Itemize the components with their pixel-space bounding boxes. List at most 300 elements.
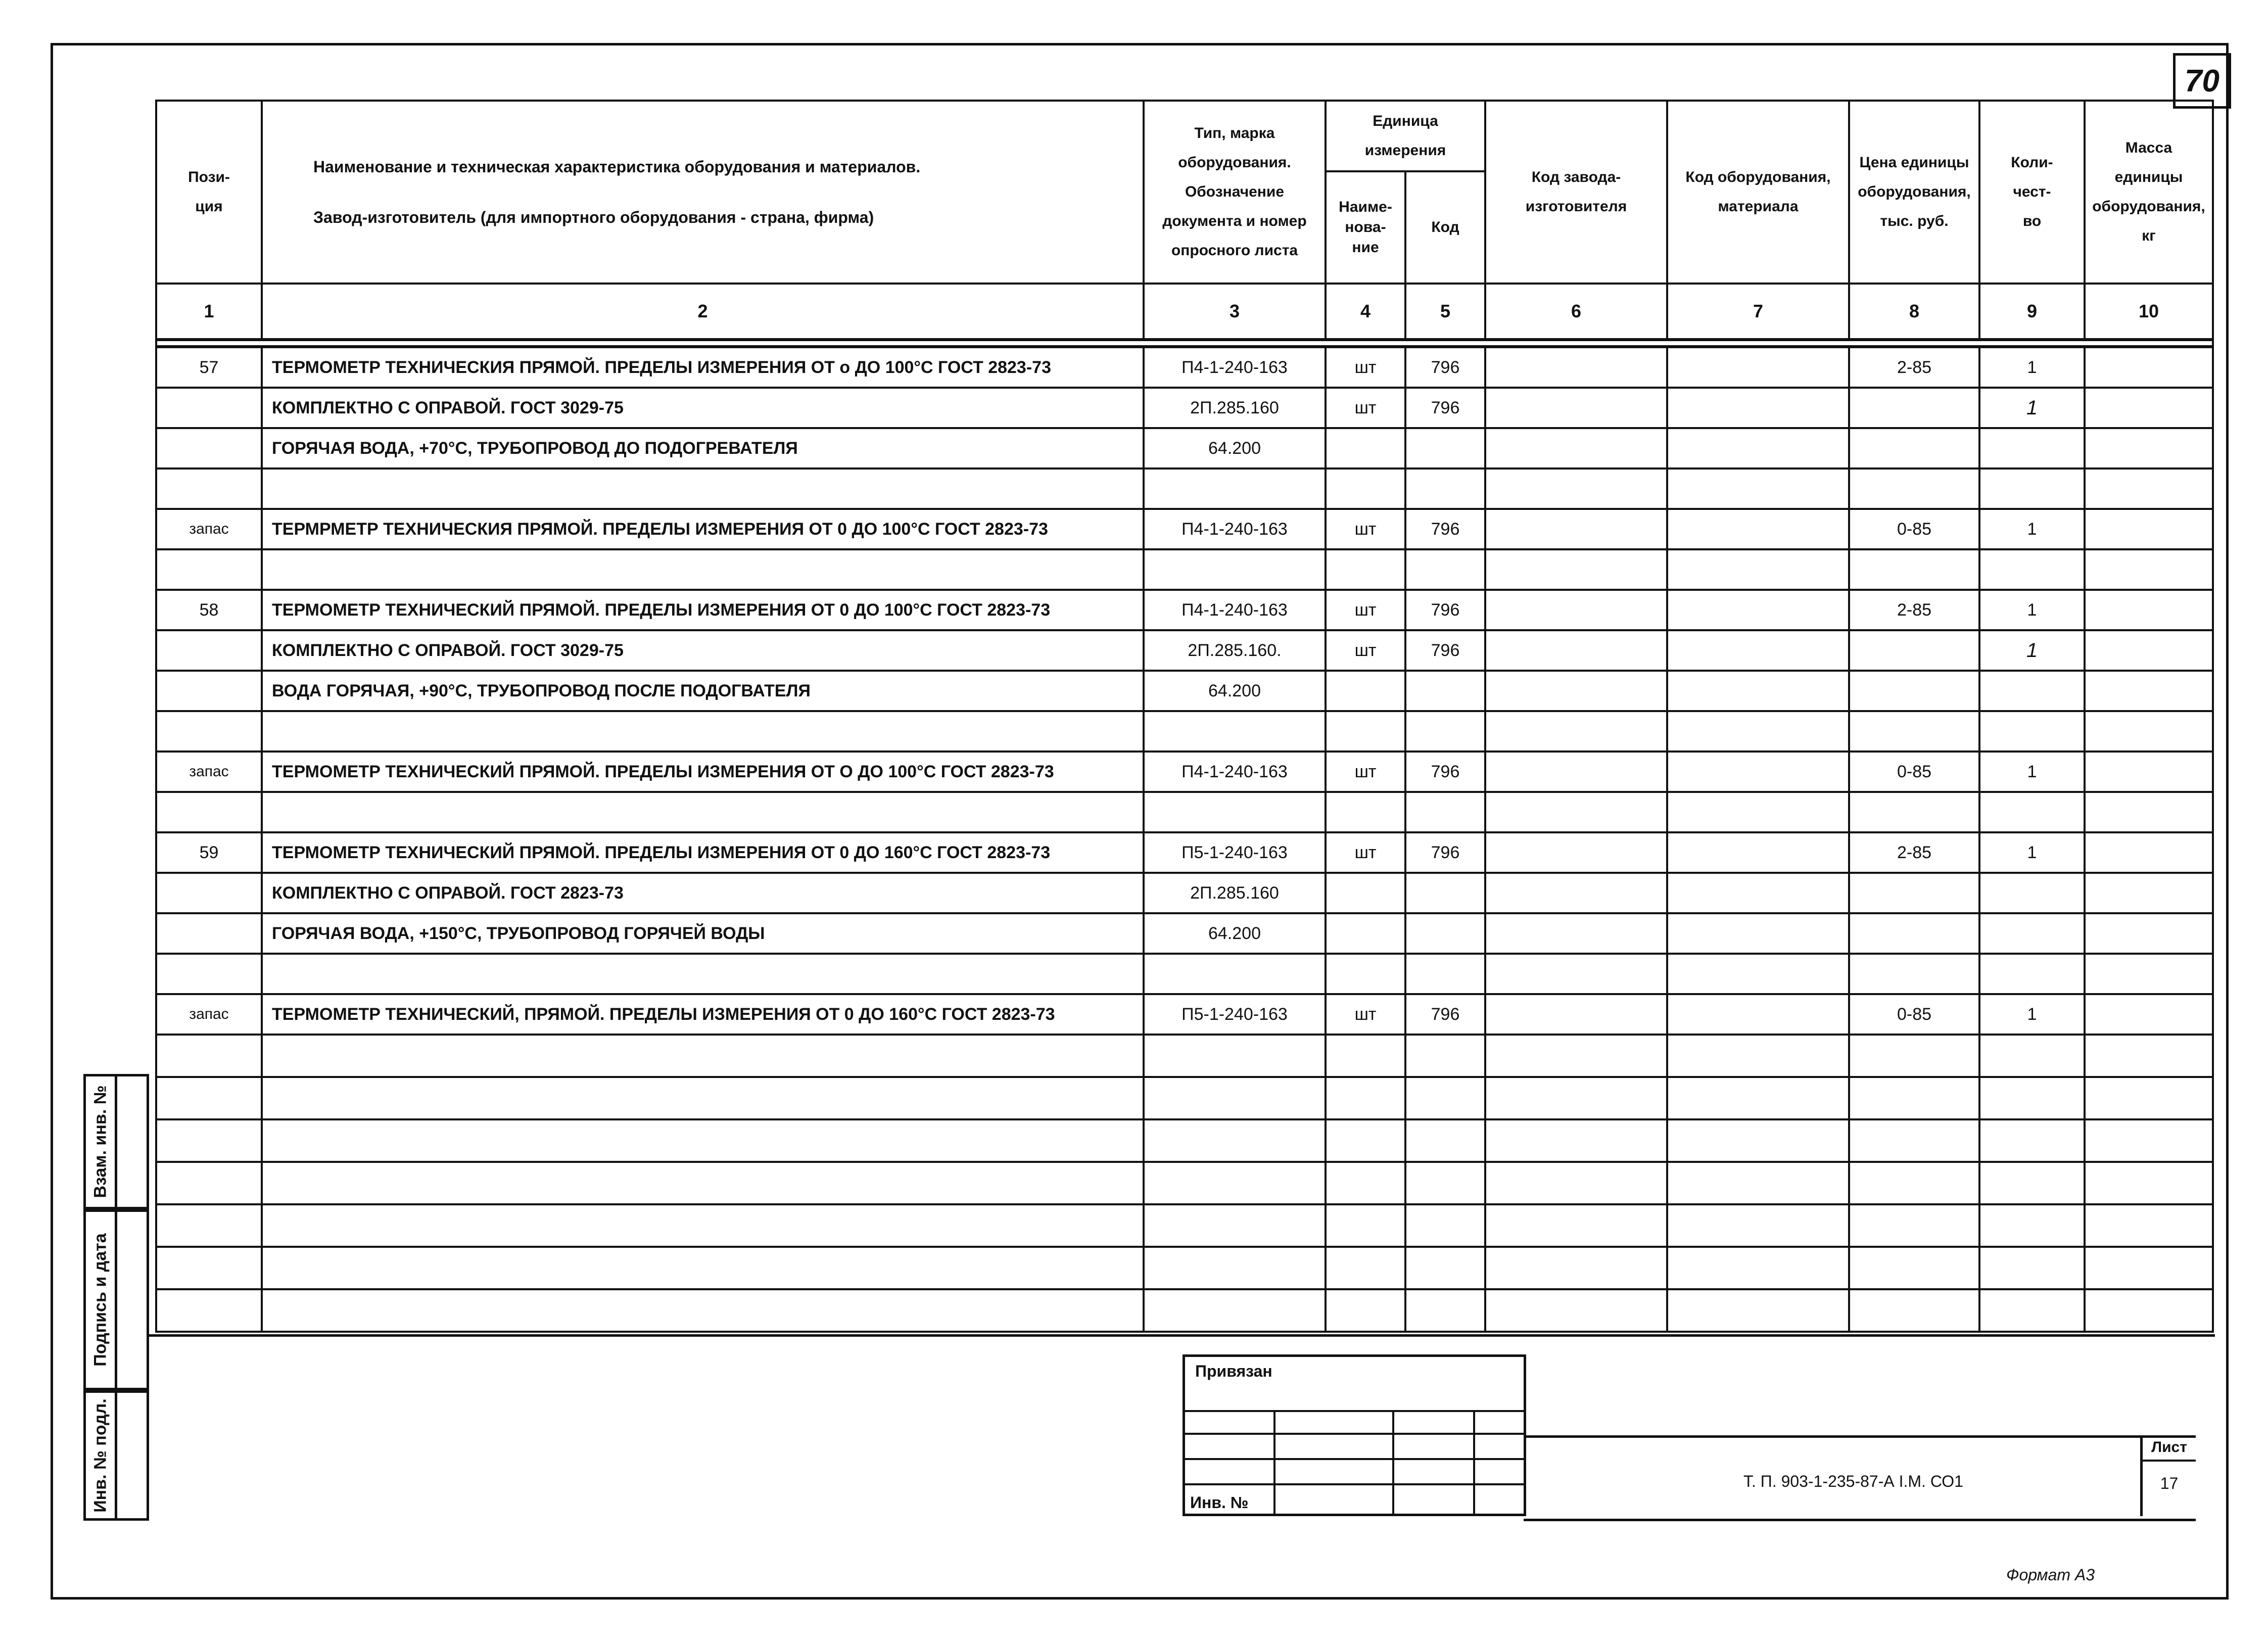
- cell-unit: шт: [1326, 388, 1405, 428]
- sheet-box: [2140, 1435, 2196, 1516]
- cell-pos: [156, 428, 262, 468]
- cell-name: [262, 468, 1144, 509]
- cell-equip-code: [1667, 873, 1849, 913]
- column-number: 9: [1979, 284, 2085, 340]
- empty-cell: [156, 1247, 262, 1289]
- cell-code: [1405, 549, 1485, 590]
- cell-qty: 1: [1979, 590, 2085, 630]
- stamp-vline: [1473, 1410, 1475, 1514]
- cell-code: 796: [1405, 630, 1485, 671]
- empty-cell: [1485, 1119, 1667, 1162]
- cell-pos: [156, 792, 262, 832]
- cell-factory-code: [1485, 913, 1667, 954]
- empty-cell: [1326, 1035, 1405, 1077]
- empty-row: [156, 1035, 2213, 1077]
- cell-qty: [1979, 873, 2085, 913]
- cell-pos: [156, 671, 262, 711]
- cell-equip-code: [1667, 994, 1849, 1035]
- cell-code: [1405, 873, 1485, 913]
- cell-mass: [2085, 711, 2213, 752]
- empty-cell: [1326, 1077, 1405, 1119]
- cell-pos: [156, 711, 262, 752]
- cell-factory-code: [1485, 994, 1667, 1035]
- cell-equip-code: [1667, 388, 1849, 428]
- empty-cell: [1667, 1162, 1849, 1204]
- header-price: Цена единицы оборудования, тыс. руб.: [1849, 101, 1979, 284]
- table-row: [156, 509, 2213, 549]
- cell-unit: [1326, 954, 1405, 994]
- cell-factory-code: [1485, 873, 1667, 913]
- cell-code: 796: [1405, 752, 1485, 792]
- cell-type: 64.200: [1144, 913, 1326, 954]
- cell-factory-code: [1485, 388, 1667, 428]
- cell-unit: шт: [1326, 832, 1405, 873]
- cell-type: 2П.285.160: [1144, 388, 1326, 428]
- table-row: [156, 590, 2213, 630]
- column-number: 10: [2085, 284, 2213, 340]
- table-row: [156, 630, 2213, 671]
- binding-stamp: [1183, 1354, 1526, 1516]
- cell-equip-code: [1667, 671, 1849, 711]
- cell-code: [1405, 468, 1485, 509]
- cell-price: [1849, 388, 1979, 428]
- cell-mass: [2085, 590, 2213, 630]
- cell-unit: [1326, 873, 1405, 913]
- empty-cell: [1667, 1077, 1849, 1119]
- cell-qty: [1979, 428, 2085, 468]
- cell-type: 64.200: [1144, 671, 1326, 711]
- column-number-row: [156, 284, 2213, 340]
- empty-cell: [262, 1035, 1144, 1077]
- cell-price: [1849, 428, 1979, 468]
- empty-cell: [1849, 1204, 1979, 1247]
- header-unit-name: Наиме- нова- ние: [1326, 171, 1405, 284]
- empty-cell: [1144, 1077, 1326, 1119]
- cell-type: [1144, 711, 1326, 752]
- cell-price: [1849, 671, 1979, 711]
- empty-cell: [1405, 1162, 1485, 1204]
- cell-mass: [2085, 428, 2213, 468]
- empty-row: [156, 1162, 2213, 1204]
- cell-type: [1144, 549, 1326, 590]
- table-row: [156, 671, 2213, 711]
- cell-code: [1405, 671, 1485, 711]
- empty-cell: [1979, 1289, 2085, 1332]
- cell-unit: [1326, 671, 1405, 711]
- cell-mass: [2085, 468, 2213, 509]
- header-equip-code: Код оборудования, материала: [1667, 101, 1849, 284]
- cell-price: [1849, 873, 1979, 913]
- cell-pos: 57: [156, 347, 262, 388]
- cell-price: 0-85: [1849, 509, 1979, 549]
- empty-cell: [1485, 1162, 1667, 1204]
- cell-name: [262, 711, 1144, 752]
- cell-qty: [1979, 468, 2085, 509]
- empty-cell: [2085, 1035, 2213, 1077]
- cell-factory-code: [1485, 671, 1667, 711]
- empty-row: [156, 1204, 2213, 1247]
- empty-cell: [1667, 1204, 1849, 1247]
- cell-pos: 58: [156, 590, 262, 630]
- cell-code: 796: [1405, 590, 1485, 630]
- cell-name: [262, 549, 1144, 590]
- cell-name: ГОРЯЧАЯ ВОДА, +150°С, ТРУБОПРОВОД ГОРЯЧЕЙ ВОДЫ: [262, 913, 1144, 954]
- empty-cell: [1405, 1204, 1485, 1247]
- cell-equip-code: [1667, 549, 1849, 590]
- empty-cell: [2085, 1247, 2213, 1289]
- cell-type: П4-1-240-163: [1144, 752, 1326, 792]
- cell-code: 796: [1405, 994, 1485, 1035]
- cell-unit: [1326, 549, 1405, 590]
- cell-qty: [1979, 954, 2085, 994]
- cell-code: 796: [1405, 832, 1485, 873]
- empty-cell: [1144, 1204, 1326, 1247]
- cell-equip-code: [1667, 792, 1849, 832]
- empty-cell: [2085, 1119, 2213, 1162]
- cell-pos: [156, 630, 262, 671]
- cell-factory-code: [1485, 792, 1667, 832]
- empty-cell: [1849, 1077, 1979, 1119]
- empty-cell: [1979, 1247, 2085, 1289]
- stamp-inv-label: Инв. №: [1190, 1493, 1249, 1512]
- cell-price: [1849, 711, 1979, 752]
- empty-cell: [156, 1204, 262, 1247]
- header-type: Тип, марка оборудования. Обозначение документа и номер опросного листа: [1144, 101, 1326, 284]
- table-row: [156, 711, 2213, 752]
- cell-factory-code: [1485, 549, 1667, 590]
- empty-cell: [156, 1162, 262, 1204]
- cell-mass: [2085, 671, 2213, 711]
- empty-cell: [2085, 1162, 2213, 1204]
- column-number: 1: [156, 284, 262, 340]
- cell-equip-code: [1667, 913, 1849, 954]
- column-number: 7: [1667, 284, 1849, 340]
- cell-type: [1144, 468, 1326, 509]
- cell-code: 796: [1405, 388, 1485, 428]
- cell-mass: [2085, 347, 2213, 388]
- empty-cell: [262, 1247, 1144, 1289]
- cell-name: ТЕРМОМЕТР ТЕХНИЧЕСКИЙ ПРЯМОЙ. ПРЕДЕЛЫ ИЗМЕРЕНИЯ ОТ 0 ДО 100°С ГОСТ 2823-73: [262, 590, 1144, 630]
- cell-factory-code: [1485, 428, 1667, 468]
- cell-qty: 1: [1979, 630, 2085, 671]
- cell-unit: шт: [1326, 994, 1405, 1035]
- empty-cell: [1979, 1077, 2085, 1119]
- cell-name: КОМПЛЕКТНО С ОПРАВОЙ. ГОСТ 2823-73: [262, 873, 1144, 913]
- cell-qty: 1: [1979, 994, 2085, 1035]
- cell-unit: [1326, 428, 1405, 468]
- empty-cell: [1405, 1247, 1485, 1289]
- table-row: [156, 347, 2213, 388]
- cell-unit: [1326, 913, 1405, 954]
- cell-mass: [2085, 752, 2213, 792]
- side-label-text: Инв. № подл.: [90, 1398, 110, 1513]
- cell-factory-code: [1485, 711, 1667, 752]
- cell-unit: [1326, 711, 1405, 752]
- header-name-line1: Наименование и техническая характеристика оборудования и материалов.: [313, 158, 921, 176]
- empty-cell: [1326, 1289, 1405, 1332]
- sheet-number: 70: [2173, 53, 2231, 109]
- cell-pos: [156, 873, 262, 913]
- cell-price: [1849, 549, 1979, 590]
- table-row: [156, 792, 2213, 832]
- cell-code: 796: [1405, 347, 1485, 388]
- empty-cell: [1144, 1247, 1326, 1289]
- table-row: [156, 832, 2213, 873]
- cell-code: [1405, 954, 1485, 994]
- empty-cell: [1405, 1035, 1485, 1077]
- cell-mass: [2085, 954, 2213, 994]
- cell-factory-code: [1485, 347, 1667, 388]
- empty-cell: [156, 1289, 262, 1332]
- cell-type: П4-1-240-163: [1144, 509, 1326, 549]
- sheet-value: 17: [2160, 1474, 2179, 1492]
- cell-type: 2П.285.160.: [1144, 630, 1326, 671]
- cell-name: ТЕРМОМЕТР ТЕХНИЧЕСКИЯ ПРЯМОЙ. ПРЕДЕЛЫ ИЗМЕРЕНИЯ ОТ о ДО 100°С ГОСТ 2823-73: [262, 347, 1144, 388]
- cell-pos: [156, 468, 262, 509]
- cell-equip-code: [1667, 711, 1849, 752]
- empty-cell: [1405, 1077, 1485, 1119]
- header-pos: Пози- ция: [156, 101, 262, 284]
- sheet-label: Лист: [2143, 1435, 2196, 1462]
- cell-price: 2-85: [1849, 347, 1979, 388]
- empty-cell: [1326, 1119, 1405, 1162]
- cell-unit: [1326, 468, 1405, 509]
- table-row: [156, 468, 2213, 509]
- empty-cell: [1849, 1247, 1979, 1289]
- empty-cell: [1485, 1077, 1667, 1119]
- stamp-title: Привязан: [1195, 1362, 1272, 1380]
- empty-cell: [1405, 1119, 1485, 1162]
- empty-cell: [2085, 1204, 2213, 1247]
- side-label: [86, 1393, 117, 1518]
- empty-cell: [1144, 1119, 1326, 1162]
- empty-cell: [1667, 1247, 1849, 1289]
- cell-mass: [2085, 913, 2213, 954]
- cell-price: 0-85: [1849, 994, 1979, 1035]
- cell-equip-code: [1667, 630, 1849, 671]
- cell-code: 796: [1405, 509, 1485, 549]
- cell-mass: [2085, 549, 2213, 590]
- empty-row: [156, 1077, 2213, 1119]
- empty-cell: [1979, 1035, 2085, 1077]
- cell-unit: шт: [1326, 590, 1405, 630]
- cell-equip-code: [1667, 428, 1849, 468]
- bottom-divider: [148, 1334, 2215, 1337]
- cell-name: ТЕРМОМЕТР ТЕХНИЧЕСКИЙ ПРЯМОЙ. ПРЕДЕЛЫ ИЗМЕРЕНИЯ ОТ О ДО 100°С ГОСТ 2823-73: [262, 752, 1144, 792]
- empty-cell: [1326, 1162, 1405, 1204]
- cell-factory-code: [1485, 468, 1667, 509]
- empty-cell: [1405, 1289, 1485, 1332]
- side-block-vzam: [83, 1074, 149, 1209]
- title-block: [1524, 1435, 2196, 1521]
- cell-equip-code: [1667, 468, 1849, 509]
- side-label: [86, 1212, 117, 1388]
- cell-pos: запас: [156, 994, 262, 1035]
- cell-type: П5-1-240-163: [1144, 832, 1326, 873]
- side-block-inv: [83, 1390, 149, 1521]
- column-number: 8: [1849, 284, 1979, 340]
- cell-type: [1144, 792, 1326, 832]
- column-number: 6: [1485, 284, 1667, 340]
- header-qty: Коли- чест- во: [1979, 101, 2085, 284]
- cell-unit: [1326, 792, 1405, 832]
- cell-equip-code: [1667, 954, 1849, 994]
- empty-cell: [1849, 1119, 1979, 1162]
- cell-qty: [1979, 549, 2085, 590]
- cell-equip-code: [1667, 752, 1849, 792]
- empty-cell: [1485, 1289, 1667, 1332]
- cell-price: [1849, 792, 1979, 832]
- cell-qty: [1979, 671, 2085, 711]
- cell-name: ГОРЯЧАЯ ВОДА, +70°С, ТРУБОПРОВОД ДО ПОДОГРЕВАТЕЛЯ: [262, 428, 1144, 468]
- cell-price: [1849, 913, 1979, 954]
- cell-name: ТЕРМОМЕТР ТЕХНИЧЕСКИЙ ПРЯМОЙ. ПРЕДЕЛЫ ИЗМЕРЕНИЯ ОТ 0 ДО 160°С ГОСТ 2823-73: [262, 832, 1144, 873]
- empty-cell: [262, 1162, 1144, 1204]
- empty-row: [156, 1289, 2213, 1332]
- cell-mass: [2085, 388, 2213, 428]
- cell-unit: шт: [1326, 347, 1405, 388]
- header-unit: Единица измерения: [1326, 101, 1485, 171]
- cell-pos: [156, 549, 262, 590]
- specification-table: [155, 100, 2214, 1333]
- cell-equip-code: [1667, 509, 1849, 549]
- stamp-vline: [1273, 1410, 1275, 1514]
- cell-type: П4-1-240-163: [1144, 590, 1326, 630]
- document-code: Т. П. 903-1-235-87-А I.М. СО1: [1743, 1472, 1963, 1490]
- empty-cell: [262, 1289, 1144, 1332]
- cell-equip-code: [1667, 832, 1849, 873]
- table-row: [156, 873, 2213, 913]
- cell-pos: 59: [156, 832, 262, 873]
- cell-name: ТЕРМРМЕТР ТЕХНИЧЕСКИЯ ПРЯМОЙ. ПРЕДЕЛЫ ИЗМЕРЕНИЯ ОТ 0 ДО 100°С ГОСТ 2823-73: [262, 509, 1144, 549]
- cell-type: 64.200: [1144, 428, 1326, 468]
- column-number: 5: [1405, 284, 1485, 340]
- table-row: [156, 388, 2213, 428]
- column-number: 2: [262, 284, 1144, 340]
- cell-pos: [156, 913, 262, 954]
- cell-mass: [2085, 792, 2213, 832]
- cell-price: [1849, 954, 1979, 994]
- empty-cell: [156, 1119, 262, 1162]
- empty-cell: [1667, 1289, 1849, 1332]
- cell-unit: шт: [1326, 752, 1405, 792]
- empty-cell: [1144, 1162, 1326, 1204]
- cell-mass: [2085, 509, 2213, 549]
- cell-qty: 1: [1979, 388, 2085, 428]
- cell-name: КОМПЛЕКТНО С ОПРАВОЙ. ГОСТ 3029-75: [262, 630, 1144, 671]
- cell-price: [1849, 468, 1979, 509]
- table-row: [156, 752, 2213, 792]
- empty-cell: [1144, 1035, 1326, 1077]
- cell-qty: [1979, 913, 2085, 954]
- gap-row: [156, 340, 2213, 347]
- cell-name: [262, 792, 1144, 832]
- cell-factory-code: [1485, 954, 1667, 994]
- cell-type: 2П.285.160: [1144, 873, 1326, 913]
- empty-cell: [262, 1119, 1144, 1162]
- cell-price: 2-85: [1849, 832, 1979, 873]
- cell-qty: [1979, 711, 2085, 752]
- empty-cell: [262, 1204, 1144, 1247]
- cell-code: [1405, 428, 1485, 468]
- cell-name: ВОДА ГОРЯЧАЯ, +90°С, ТРУБОПРОВОД ПОСЛЕ ПОДОГВАТЕЛЯ: [262, 671, 1144, 711]
- empty-cell: [156, 1077, 262, 1119]
- empty-cell: [1979, 1204, 2085, 1247]
- header-mass: Масса единицы оборудования, кг: [2085, 101, 2213, 284]
- cell-factory-code: [1485, 752, 1667, 792]
- column-number: 3: [1144, 284, 1326, 340]
- empty-cell: [1326, 1247, 1405, 1289]
- cell-mass: [2085, 873, 2213, 913]
- table-row: [156, 913, 2213, 954]
- empty-cell: [1667, 1119, 1849, 1162]
- format-label: Формат А3: [2006, 1566, 2095, 1584]
- empty-cell: [1485, 1247, 1667, 1289]
- cell-unit: шт: [1326, 630, 1405, 671]
- empty-row: [156, 1119, 2213, 1162]
- side-label-text: Взам. инв. №: [90, 1085, 110, 1198]
- empty-cell: [1849, 1162, 1979, 1204]
- cell-pos: [156, 388, 262, 428]
- cell-qty: 1: [1979, 752, 2085, 792]
- empty-cell: [1849, 1289, 1979, 1332]
- cell-price: 0-85: [1849, 752, 1979, 792]
- cell-equip-code: [1667, 590, 1849, 630]
- table-row: [156, 549, 2213, 590]
- cell-code: [1405, 792, 1485, 832]
- cell-pos: запас: [156, 752, 262, 792]
- empty-cell: [1485, 1035, 1667, 1077]
- cell-qty: [1979, 792, 2085, 832]
- header-name-line2: Завод-изготовитель (для импортного оборудования - страна, фирма): [313, 208, 874, 226]
- cell-name: ТЕРМОМЕТР ТЕХНИЧЕСКИЙ, ПРЯМОЙ. ПРЕДЕЛЫ ИЗМЕРЕНИЯ ОТ 0 ДО 160°С ГОСТ 2823-73: [262, 994, 1144, 1035]
- cell-qty: 1: [1979, 347, 2085, 388]
- cell-factory-code: [1485, 509, 1667, 549]
- side-block-sign: [83, 1209, 149, 1390]
- table-row: [156, 954, 2213, 994]
- cell-pos: запас: [156, 509, 262, 549]
- cell-factory-code: [1485, 630, 1667, 671]
- cell-mass: [2085, 832, 2213, 873]
- cell-code: [1405, 913, 1485, 954]
- empty-cell: [1144, 1289, 1326, 1332]
- cell-type: П4-1-240-163: [1144, 347, 1326, 388]
- cell-qty: 1: [1979, 509, 2085, 549]
- empty-cell: [2085, 1289, 2213, 1332]
- cell-factory-code: [1485, 832, 1667, 873]
- cell-pos: [156, 954, 262, 994]
- empty-row: [156, 1247, 2213, 1289]
- cell-code: [1405, 711, 1485, 752]
- empty-cell: [1979, 1119, 2085, 1162]
- empty-cell: [2085, 1077, 2213, 1119]
- empty-cell: [1849, 1035, 1979, 1077]
- cell-mass: [2085, 630, 2213, 671]
- header-factory-code: Код завода-изготовителя: [1485, 101, 1667, 284]
- empty-cell: [1979, 1162, 2085, 1204]
- cell-unit: шт: [1326, 509, 1405, 549]
- cell-name: КОМПЛЕКТНО С ОПРАВОЙ. ГОСТ 3029-75: [262, 388, 1144, 428]
- side-label-text: Подпись и дата: [90, 1233, 110, 1367]
- cell-type: [1144, 954, 1326, 994]
- header-unit-code: Код: [1405, 171, 1485, 284]
- cell-equip-code: [1667, 347, 1849, 388]
- cell-factory-code: [1485, 590, 1667, 630]
- cell-price: 2-85: [1849, 590, 1979, 630]
- empty-cell: [156, 1035, 262, 1077]
- empty-cell: [1667, 1035, 1849, 1077]
- column-number: 4: [1326, 284, 1405, 340]
